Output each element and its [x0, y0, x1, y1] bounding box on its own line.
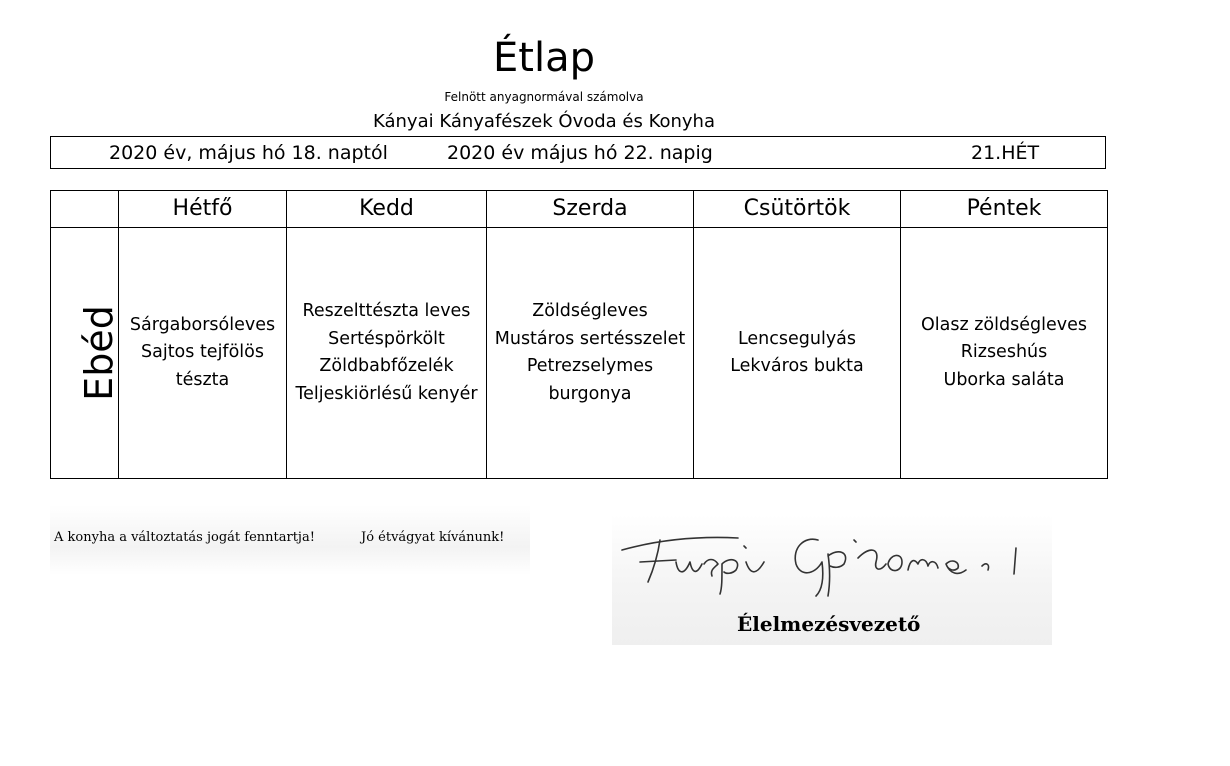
day-header-friday: Péntek — [901, 191, 1108, 228]
day-header-monday: Hétfő — [119, 191, 287, 228]
dishes-wednesday — [487, 228, 694, 479]
dishes-monday — [119, 228, 287, 479]
dishes-thursday — [694, 228, 901, 479]
dish: Zöldségleves — [532, 301, 648, 321]
dish: burgonya — [548, 383, 632, 404]
dish: tészta — [175, 369, 230, 390]
appetite-note: Jó étvágyat kívánunk! — [361, 530, 505, 545]
dish: Sajtos tejfölös — [141, 342, 264, 363]
week-end: 2020 év május hó 22. napig — [447, 142, 713, 164]
dish: Teljeskiörlésű kenyér — [295, 383, 478, 404]
dishes-tuesday — [287, 228, 487, 479]
changes-reserved-note: A konyha a változtatás jogát fenntartja! — [54, 530, 315, 545]
dishes-friday — [901, 228, 1108, 479]
corner-cell — [51, 191, 119, 228]
signer-role: Élelmezésvezető — [737, 612, 921, 636]
week-start: 2020 év, május hó 18. naptól — [109, 142, 388, 164]
dish: Mustáros sertésszelet — [494, 328, 686, 349]
dish: Lencsegulyás — [737, 328, 857, 349]
meal-label: Ebéd — [76, 305, 121, 401]
page-subtitle: Felnött anyagnormával számolva — [444, 90, 644, 104]
day-header-wednesday: Szerda — [487, 191, 694, 228]
day-header-row — [51, 191, 1108, 228]
dish: Reszelttészta leves — [302, 301, 471, 321]
day-header-tuesday: Kedd — [287, 191, 487, 228]
lunch-row — [51, 228, 1108, 479]
day-header-thursday: Csütörtök — [694, 191, 901, 228]
dish: Sertéspörkölt — [328, 328, 445, 349]
week-range-box — [50, 136, 1106, 169]
page-title: Étlap — [493, 35, 595, 81]
dish: Olasz zöldségleves — [921, 314, 1087, 335]
menu-table — [50, 190, 1108, 479]
organization-name: Kányai Kányafészek Óvoda és Konyha — [373, 111, 715, 132]
dish: Petrezselymes — [526, 356, 654, 376]
handwritten-signature — [618, 518, 1038, 598]
dish: Sárgaborsóleves — [129, 314, 276, 335]
dish: Lekváros bukta — [730, 356, 864, 376]
week-number: 21.HÉT — [971, 142, 1040, 164]
dish: Rizseshús — [960, 342, 1048, 363]
meal-label-cell — [51, 228, 119, 479]
dish: Uborka saláta — [943, 369, 1065, 390]
dish: Zöldbabfőzelék — [319, 356, 454, 376]
